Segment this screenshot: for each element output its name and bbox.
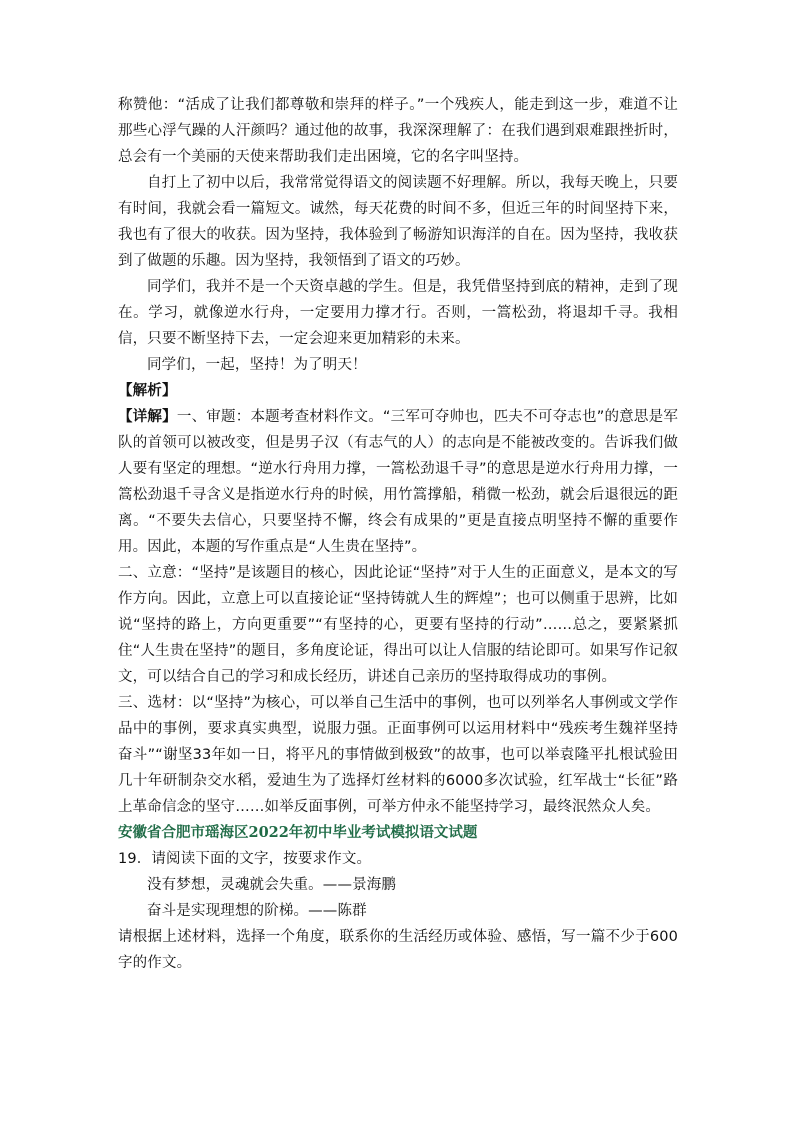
detail-label: 【详解】 [118, 409, 177, 425]
essay-paragraph-3: 同学们，我并不是一个天资卓越的学生。但是，我凭借坚持到底的精神，走到了现在。学习，就像逆水行舟，一定要用力撑才行。否则，一篙松劲，将退却千寻。我相信，只要不断坚持下去，一定会迎来更加精彩的未来。 [118, 279, 678, 347]
quote-1: 没有梦想，灵魂就会失重。——景海鹏 [147, 877, 397, 893]
essay-paragraph-4: 同学们，一起，坚持！为了明天！ [147, 357, 367, 373]
essay-paragraph-1: 称赞他：“活成了让我们都尊敬和崇拜的样子。”一个残疾人，能走到这一步，难道不让那些心浮气躁的人汗颜吗？通过他的故事，我深深理解了：在我们遇到艰难跟挫折时，总会有一个美丽的天使来帮助我们走出困境，它的名字叫坚持。 [118, 97, 678, 165]
question-prompt: 19．请阅读下面的文字，按要求作文。 [118, 851, 372, 867]
detail-text: 一、审题：本题考查材料作文。“三军可夺帅也，匹夫不可夺志也”的意思是军队的首领可以被改变，但是男子汉（有志气的人）的志向是不能被改变的。告诉我们做人要有坚定的理想。“逆水行舟用力撑，一篙松劲退千寻”的意思是逆水行舟用力撑，一篙松劲退千寻含义是指逆水行舟的时候，用竹篙撑船，稍微一松劲，就会后退很远的距离。“不要失去信心，只要坚持不懈，终会有成果的”更是直接点明坚持不懈的重要作用。因此，本题的写作重点是“人生贵在坚持”。 [118, 409, 678, 555]
analysis-heading: 【解析】 [118, 383, 177, 399]
essay-paragraph-2: 自打上了初中以后，我常常觉得语文的阅读题不好理解。所以，我每天晚上，只要有时间，我就会看一篇短文。诚然，每天花费的时间不多，但近三年的时间坚持下来，我也有了很大的收获。因为坚持，我体验到了畅游知识海洋的自在。因为坚持，我收获到了做题的乐趣。因为坚持，我领悟到了语文的巧妙。 [118, 175, 678, 269]
document-page [118, 92, 678, 976]
question-instruction: 请根据上述材料，选择一个角度，联系你的生活经历或体验、感悟，写一篇不少于600字的作文。 [118, 929, 678, 971]
analysis-section-2: 二、立意：“坚持”是该题目的核心，因此论证“坚持”对于人生的正面意义，是本文的写作方向。因此，立意上可以直接论证“坚持铸就人生的辉煌”；也可以侧重于思辨，比如说“坚持的路上，方向更重要”“有坚持的心，更要有坚持的行动”……总之，要紧紧抓住“人生贵在坚持”的题目，多角度论证，得出可以让人信服的结论即可。如果写作记叙文，可以结合自己的学习和成长经历，讲述自己亲历的坚持取得成功的事例。 [118, 565, 678, 685]
analysis-section-3: 三、选材：以“坚持”为核心，可以举自己生活中的事例，也可以列举名人事例或文学作品中的事例，要求真实典型，说服力强。正面事例可以运用材料中“残疾考生魏祥坚持奋斗”“谢坚33年如一日，将平凡的事情做到极致”的故事，也可以举袁隆平扎根试验田几十年研制杂交水稻，爱迪生为了选择灯丝材料的6000多次试验，红军战士“长征”路上革命信念的坚守……如举反面事例，可举方仲永不能坚持学习，最终泯然众人矣。 [118, 695, 678, 815]
source-heading: 安徽省合肥市瑶海区2022年初中毕业考试模拟语文试题 [118, 824, 478, 841]
quote-2: 奋斗是实现理想的阶梯。——陈群 [147, 903, 367, 919]
analysis-detail [118, 404, 678, 560]
